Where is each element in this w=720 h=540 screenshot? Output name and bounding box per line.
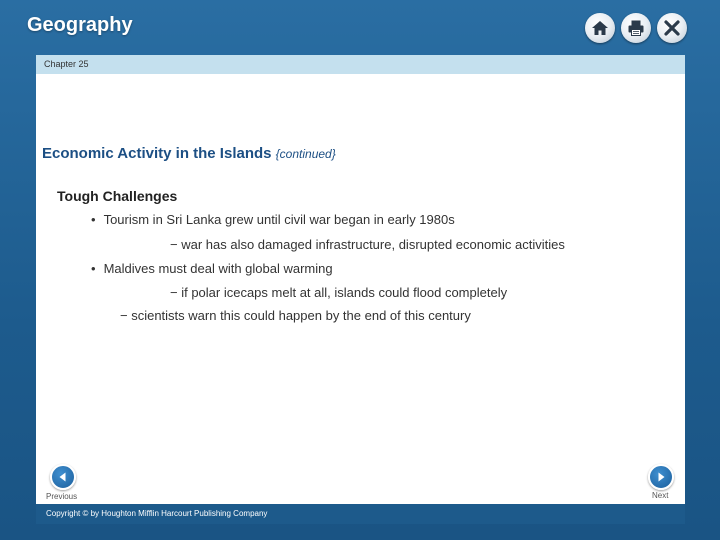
footer-bar (36, 504, 685, 524)
section-heading: Tough Challenges (57, 188, 178, 204)
next-label[interactable]: Next (652, 491, 669, 500)
bullet-item (91, 212, 455, 227)
arrow-right-icon (655, 471, 667, 483)
arrow-left-icon (57, 471, 69, 483)
copyright-text: Copyright © by Houghton Mifflin Harcourt Publishing Company (46, 509, 268, 518)
slide-title (42, 145, 336, 162)
print-button[interactable] (621, 13, 651, 43)
chapter-bar (36, 55, 685, 74)
sub-item: − scientists warn this could happen by the end of this century (120, 308, 471, 323)
sub-item: − war has also damaged infrastructure, disrupted economic activities (170, 237, 565, 252)
bullet-item (91, 261, 333, 276)
slide-title-suffix: {continued} (275, 147, 336, 161)
bullet-text: Tourism in Sri Lanka grew until civil war began in early 1980s (103, 212, 455, 227)
app-title: Geography (27, 14, 133, 36)
chapter-label: Chapter 25 (44, 59, 89, 69)
slide-title-text: Economic Activity in the Islands (42, 145, 272, 162)
previous-button[interactable] (50, 464, 76, 490)
slide-content (36, 74, 685, 504)
sub-item: − if polar icecaps melt at all, islands could flood completely (170, 285, 508, 300)
printer-icon (626, 18, 646, 38)
bullet-text: Maldives must deal with global warming (103, 261, 333, 276)
next-button[interactable] (648, 464, 674, 490)
previous-label[interactable]: Previous (46, 492, 78, 501)
home-button[interactable] (585, 13, 615, 43)
home-icon (590, 18, 610, 38)
close-button[interactable] (657, 13, 687, 43)
close-icon (662, 18, 682, 38)
